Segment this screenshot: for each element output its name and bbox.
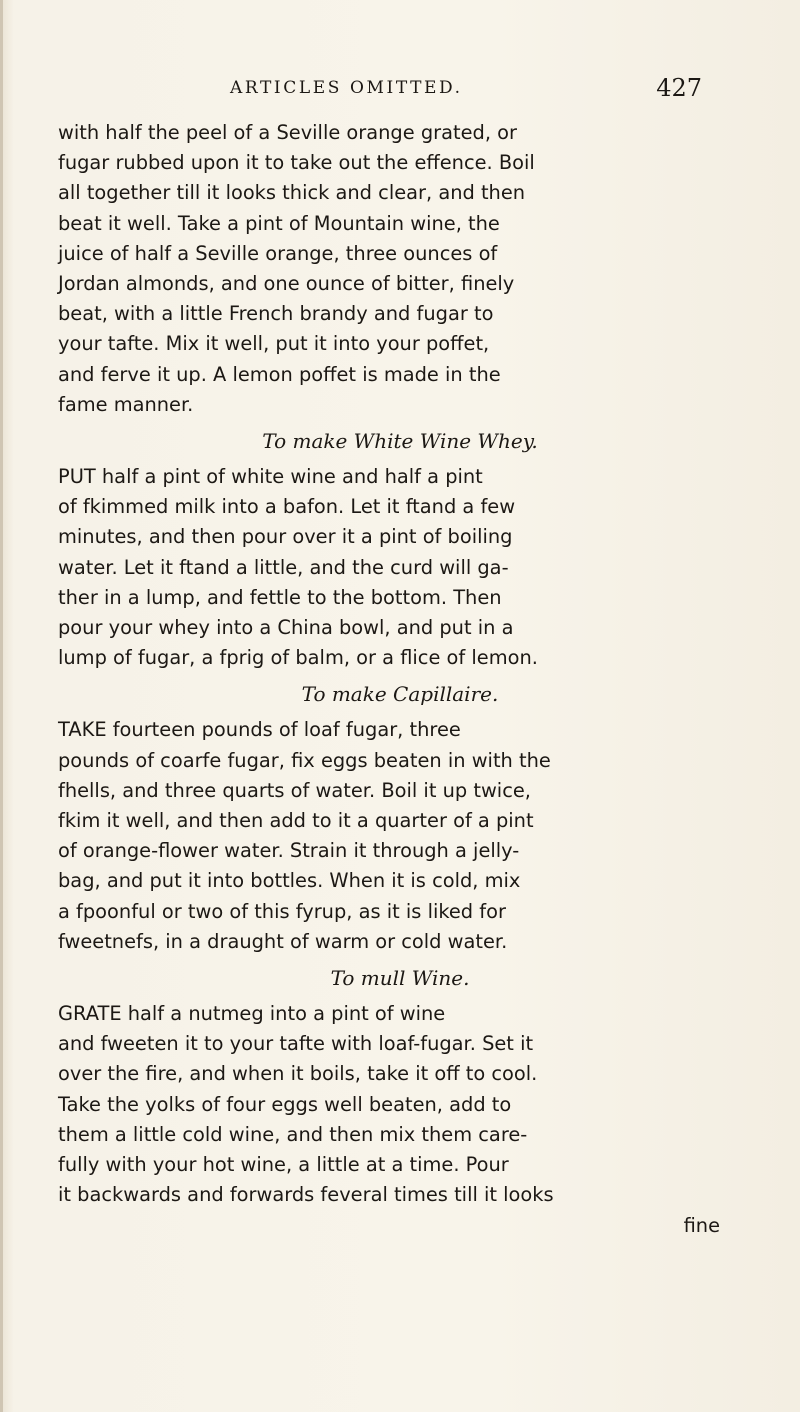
paragraph-capillaire: TAKE fourteen pounds of loaf fugar, three pounds of coarfe fugar, fix eggs beaten in with the fhells, and three quarts of water. Boil it up twice, fkim it well, and then add to it a quarter of a pint of orange-flower water. Strain it through a jelly- bag, and put it into bottles. When it is cold, mix a fpoonful or two of this fyrup, as it is liked for fweetnefs, in a draught of warm or cold water. xyxy=(58,718,551,953)
page-edge xyxy=(0,0,3,1412)
running-head: ARTICLES OMITTED. xyxy=(230,78,463,98)
catchword: fine xyxy=(683,1213,720,1237)
heading-capillaire: To make Capillaire. xyxy=(301,682,499,707)
paragraph-white-wine-whey: PUT half a pint of white wine and half a pint of fkimmed milk into a bafon. Let it ftand a few minutes, and then pour over it a pint of boiling water. Let it ftand a little, and the curd will ga- ther in a lump, and fettle to the bottom. Then pour your whey into a China bowl, and put in a lump of fugar, a fprig of balm, or a flice of lemon. xyxy=(58,465,538,670)
page-number: 427 xyxy=(656,74,702,102)
page-body xyxy=(58,118,742,1241)
paragraph-mull-wine: GRATE half a nutmeg into a pint of wine and fweeten it to your tafte with loaf-fugar. Set it over the fire, and when it boils, take it off to cool. Take the yolks of four eggs well beaten, add to them a little cold wine, and then mix them care- fully with your hot wine, a little at a time. Pour it backwards and forwards feveral times till it looks xyxy=(58,1002,554,1207)
heading-white-wine-whey: To make White Wine Whey. xyxy=(262,429,538,454)
page-header xyxy=(60,72,700,112)
heading-mull-wine: To mull Wine. xyxy=(330,966,470,991)
paragraph-posset-continued: with half the peel of a Seville orange grated, or fugar rubbed upon it to take out the effence. Boil all together till it looks thick and clear, and then beat it well. Take a pint of Mountain wine, the juice of half a Seville orange, three ounces of Jordan almonds, and one ounce of bitter, finely beat, with a little French brandy and fugar to your tafte. Mix it well, put it into your poffet, and ferve it up. A lemon poffet is made in the fame manner. xyxy=(58,121,535,416)
